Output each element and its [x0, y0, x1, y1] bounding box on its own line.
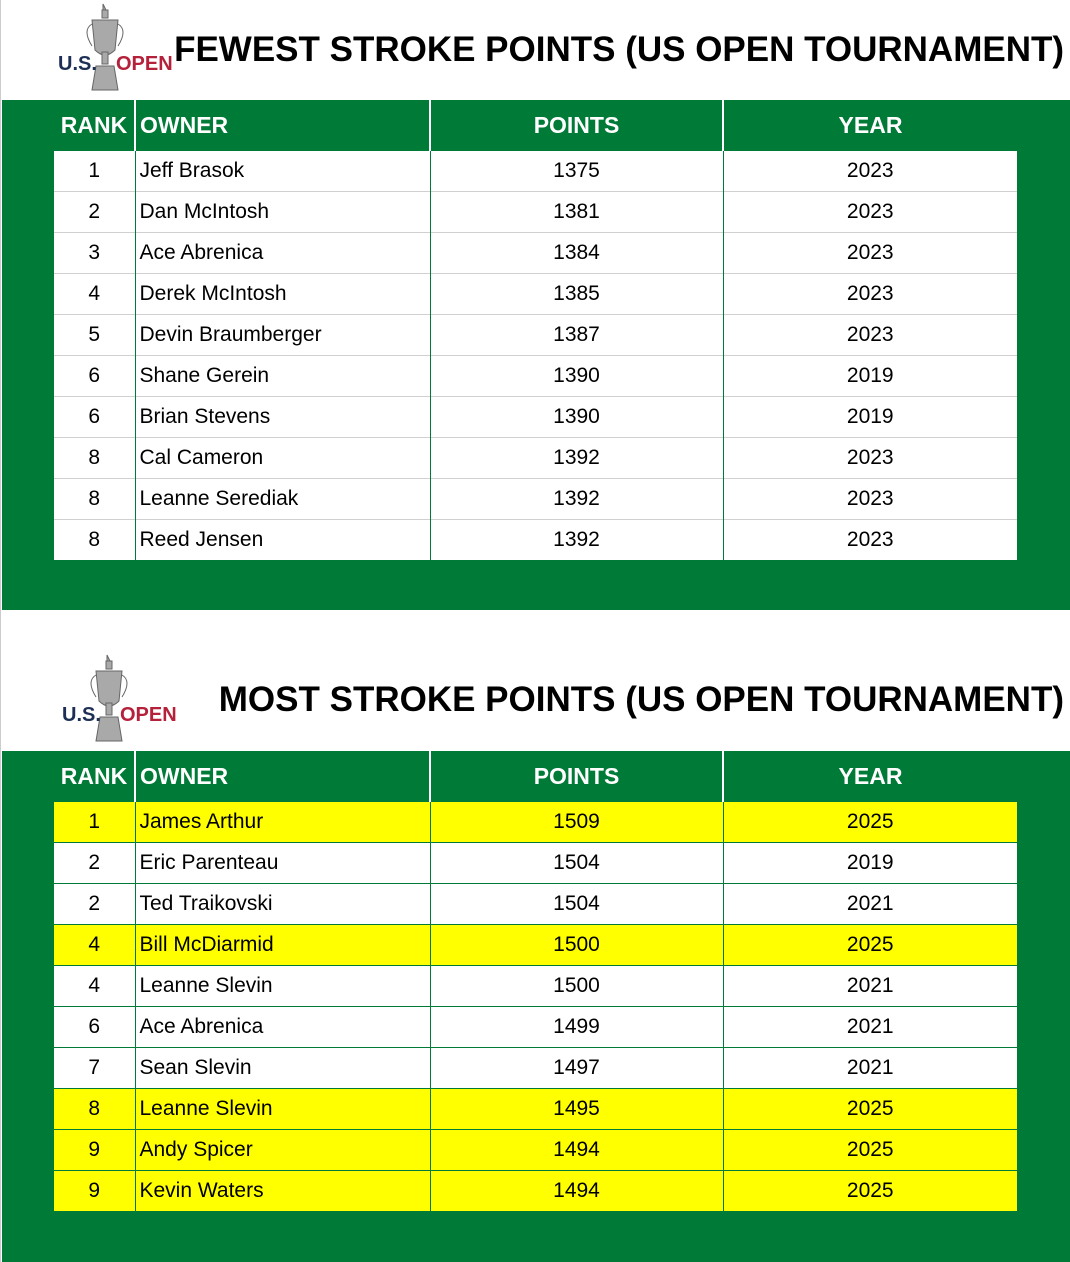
- cell-rank: 9: [54, 1130, 135, 1171]
- column-header-owner: OWNER: [135, 751, 430, 802]
- cell-points: 1494: [430, 1130, 723, 1171]
- cell-owner: Devin Braumberger: [135, 315, 430, 356]
- us-open-logo: [60, 653, 177, 748]
- cell-owner: Shane Gerein: [135, 356, 430, 397]
- cell-points: 1384: [430, 233, 723, 274]
- cell-year: 2023: [723, 274, 1017, 315]
- ranking-table: [54, 751, 1017, 1211]
- cell-owner: Ted Traikovski: [135, 884, 430, 925]
- cell-points: 1495: [430, 1089, 723, 1130]
- cell-rank: 5: [54, 315, 135, 356]
- cell-rank: 8: [54, 1089, 135, 1130]
- cell-points: 1375: [430, 151, 723, 192]
- table-row: [54, 884, 1017, 925]
- table-row: [54, 274, 1017, 315]
- cell-year: 2025: [723, 1089, 1017, 1130]
- column-header-owner: OWNER: [135, 100, 430, 151]
- header-row: [54, 100, 1017, 151]
- cell-owner: Eric Parenteau: [135, 843, 430, 884]
- cell-year: 2023: [723, 479, 1017, 520]
- cell-year: 2023: [723, 192, 1017, 233]
- cell-points: 1387: [430, 315, 723, 356]
- cell-points: 1504: [430, 884, 723, 925]
- column-header-points: POINTS: [430, 751, 723, 802]
- column-header-year: YEAR: [723, 100, 1017, 151]
- cell-points: 1494: [430, 1171, 723, 1212]
- table-row: [54, 397, 1017, 438]
- cell-rank: 2: [54, 884, 135, 925]
- cell-owner: Bill McDiarmid: [135, 925, 430, 966]
- cell-rank: 1: [54, 151, 135, 192]
- table-row: [54, 233, 1017, 274]
- table-row: [54, 1048, 1017, 1089]
- table-row: [54, 1171, 1017, 1212]
- table-row: [54, 802, 1017, 843]
- cell-rank: 8: [54, 438, 135, 479]
- table-row: [54, 315, 1017, 356]
- cell-owner: Derek McIntosh: [135, 274, 430, 315]
- cell-year: 2021: [723, 1007, 1017, 1048]
- cell-points: 1390: [430, 397, 723, 438]
- cell-year: 2019: [723, 397, 1017, 438]
- logo-us: U.S.: [62, 704, 101, 726]
- cell-points: 1499: [430, 1007, 723, 1048]
- cell-owner: Leanne Slevin: [135, 1089, 430, 1130]
- cell-owner: Reed Jensen: [135, 520, 430, 561]
- cell-year: 2023: [723, 315, 1017, 356]
- cell-points: 1392: [430, 520, 723, 561]
- cell-owner: Ace Abrenica: [135, 233, 430, 274]
- cell-owner: Leanne Slevin: [135, 966, 430, 1007]
- cell-owner: James Arthur: [135, 802, 430, 843]
- table-row: [54, 1130, 1017, 1171]
- cell-year: 2019: [723, 843, 1017, 884]
- cell-points: 1381: [430, 192, 723, 233]
- column-header-points: POINTS: [430, 100, 723, 151]
- cell-year: 2025: [723, 802, 1017, 843]
- cell-rank: 4: [54, 925, 135, 966]
- cell-points: 1504: [430, 843, 723, 884]
- table-row: [54, 192, 1017, 233]
- cell-year: 2023: [723, 438, 1017, 479]
- us-open-logo: [56, 2, 173, 97]
- header-row: [54, 751, 1017, 802]
- cell-rank: 7: [54, 1048, 135, 1089]
- cell-points: 1392: [430, 438, 723, 479]
- cell-owner: Jeff Brasok: [135, 151, 430, 192]
- cell-year: 2025: [723, 1130, 1017, 1171]
- cell-points: 1385: [430, 274, 723, 315]
- cell-year: 2023: [723, 520, 1017, 561]
- cell-owner: Brian Stevens: [135, 397, 430, 438]
- cell-rank: 9: [54, 1171, 135, 1212]
- cell-owner: Cal Cameron: [135, 438, 430, 479]
- column-header-rank: RANK: [60, 112, 128, 138]
- cell-rank: 6: [54, 1007, 135, 1048]
- table-row: [54, 843, 1017, 884]
- table-row: [54, 1007, 1017, 1048]
- column-header-year: YEAR: [723, 751, 1017, 802]
- cell-year: 2021: [723, 884, 1017, 925]
- cell-rank: 6: [54, 356, 135, 397]
- cell-owner: Sean Slevin: [135, 1048, 430, 1089]
- logo-us: U.S.: [58, 53, 97, 75]
- cell-points: 1390: [430, 356, 723, 397]
- cell-rank: 6: [54, 397, 135, 438]
- cell-points: 1509: [430, 802, 723, 843]
- cell-owner: Dan McIntosh: [135, 192, 430, 233]
- cell-rank: 8: [54, 479, 135, 520]
- cell-owner: Andy Spicer: [135, 1130, 430, 1171]
- table-title: FEWEST STROKE POINTS (US OPEN TOURNAMENT): [174, 30, 1064, 69]
- table-row: [54, 438, 1017, 479]
- cell-owner: Ace Abrenica: [135, 1007, 430, 1048]
- cell-owner: Leanne Serediak: [135, 479, 430, 520]
- cell-rank: 4: [54, 274, 135, 315]
- table-row: [54, 925, 1017, 966]
- logo-open: OPEN: [116, 53, 173, 75]
- cell-year: 2021: [723, 966, 1017, 1007]
- ranking-table: [54, 100, 1017, 560]
- table-row: [54, 1089, 1017, 1130]
- cell-rank: 1: [54, 802, 135, 843]
- logo-open: OPEN: [120, 704, 177, 726]
- cell-points: 1392: [430, 479, 723, 520]
- table-row: [54, 966, 1017, 1007]
- cell-rank: 2: [54, 843, 135, 884]
- column-header-rank: RANK: [60, 763, 128, 789]
- table-row: [54, 151, 1017, 192]
- cell-rank: 8: [54, 520, 135, 561]
- cell-points: 1497: [430, 1048, 723, 1089]
- cell-rank: 3: [54, 233, 135, 274]
- table-row: [54, 520, 1017, 561]
- cell-points: 1500: [430, 925, 723, 966]
- cell-points: 1500: [430, 966, 723, 1007]
- cell-year: 2019: [723, 356, 1017, 397]
- cell-year: 2025: [723, 1171, 1017, 1212]
- cell-year: 2023: [723, 233, 1017, 274]
- cell-rank: 2: [54, 192, 135, 233]
- cell-year: 2025: [723, 925, 1017, 966]
- cell-rank: 4: [54, 966, 135, 1007]
- table-title: MOST STROKE POINTS (US OPEN TOURNAMENT): [218, 680, 1064, 719]
- cell-owner: Kevin Waters: [135, 1171, 430, 1212]
- table-row: [54, 356, 1017, 397]
- cell-year: 2021: [723, 1048, 1017, 1089]
- table-row: [54, 479, 1017, 520]
- cell-year: 2023: [723, 151, 1017, 192]
